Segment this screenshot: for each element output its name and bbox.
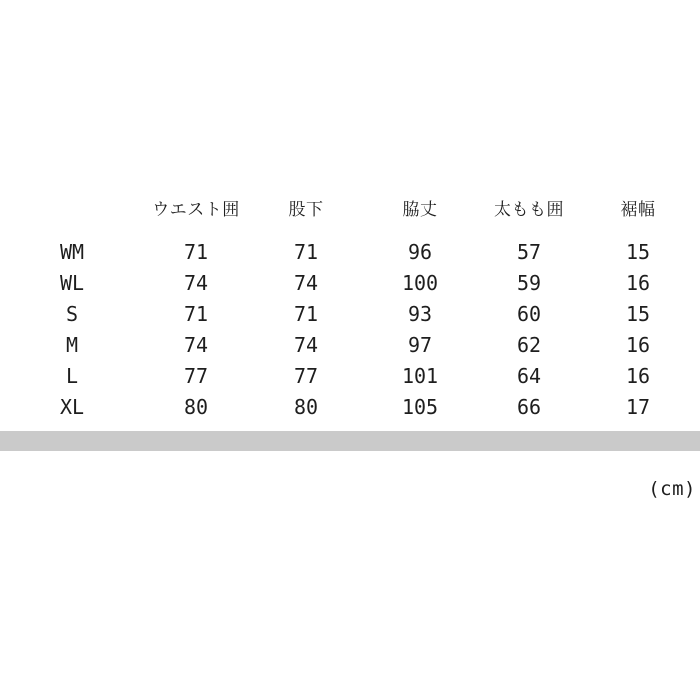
- measurement-cell: 96: [407, 239, 433, 264]
- size-label-cell: XL: [59, 394, 85, 419]
- size-row-xl: [0, 391, 694, 422]
- size-label-cell: S: [65, 301, 79, 326]
- measurement-cell: 97: [407, 332, 433, 357]
- measurement-cell: 74: [183, 332, 209, 357]
- measurement-cell: 71: [293, 239, 319, 264]
- size-row-wl: [0, 267, 694, 298]
- measurement-cell: 15: [625, 301, 651, 326]
- measurement-cell: 71: [183, 239, 209, 264]
- column-header-waist: ウエスト囲: [152, 200, 240, 220]
- measurement-cell: 64: [516, 363, 542, 388]
- divider-bar: [0, 431, 700, 451]
- measurement-cell: 66: [516, 394, 542, 419]
- measurement-cell: 71: [183, 301, 209, 326]
- measurement-cell: 80: [293, 394, 319, 419]
- measurement-cell: 80: [183, 394, 209, 419]
- size-row-l: [0, 360, 694, 391]
- measurement-cell: 105: [401, 394, 439, 419]
- measurement-cell: 74: [293, 270, 319, 295]
- measurement-cell: 77: [293, 363, 319, 388]
- measurement-cell: 15: [625, 239, 651, 264]
- size-row-m: [0, 329, 694, 360]
- size-label-cell: L: [65, 363, 79, 388]
- size-chart-header-row: [0, 195, 694, 220]
- size-label-cell: M: [65, 332, 79, 357]
- measurement-cell: 17: [625, 394, 651, 419]
- measurement-cell: 93: [407, 301, 433, 326]
- measurement-cell: 62: [516, 332, 542, 357]
- measurement-cell: 74: [293, 332, 319, 357]
- measurement-cell: 101: [401, 363, 439, 388]
- header-corner-cell: [0, 195, 144, 220]
- size-row-wm: [0, 236, 694, 267]
- measurement-cell: 57: [516, 239, 542, 264]
- size-row-s: [0, 298, 694, 329]
- size-label-cell: WL: [59, 270, 85, 295]
- column-header-thigh: 太もも囲: [494, 200, 564, 220]
- measurement-cell: 71: [293, 301, 319, 326]
- measurement-cell: 59: [516, 270, 542, 295]
- column-header-hem-width: 裾幅: [620, 200, 656, 220]
- unit-label: (cm): [648, 478, 696, 500]
- column-header-side-length: 脇丈: [402, 200, 438, 220]
- size-label-cell: WM: [59, 239, 85, 264]
- measurement-cell: 16: [625, 363, 651, 388]
- measurement-cell: 16: [625, 332, 651, 357]
- measurement-cell: 16: [625, 270, 651, 295]
- size-chart-body: [0, 236, 694, 422]
- measurement-cell: 74: [183, 270, 209, 295]
- measurement-cell: 100: [401, 270, 439, 295]
- measurement-cell: 60: [516, 301, 542, 326]
- column-header-inseam: 股下: [288, 200, 324, 220]
- measurement-cell: 77: [183, 363, 209, 388]
